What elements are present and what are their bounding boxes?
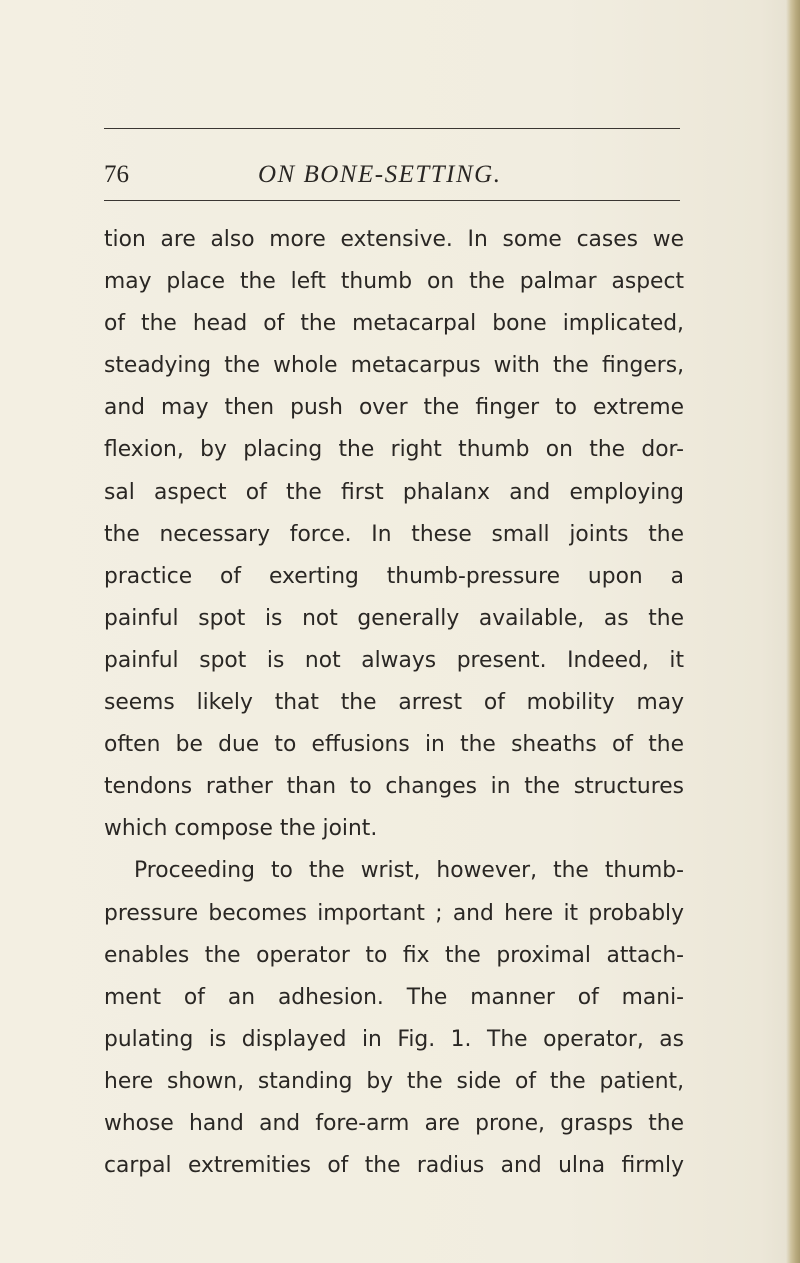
page-number: 76 [104, 161, 129, 188]
text-line: often be due to effusions in the sheaths of the [104, 732, 684, 758]
text-line: painful spot is not generally available, as the [104, 605, 684, 631]
text-line: tendons rather than to changes in the structures [104, 774, 684, 800]
text-line: may place the left thumb on the palmar aspect [104, 269, 684, 295]
text-line: ment of an adhesion. The manner of mani- [104, 984, 684, 1010]
text-line: and may then push over the finger to extreme [104, 395, 684, 421]
text-line: carpal extremities of the radius and ulna firmly [104, 1153, 684, 1179]
body-text [104, 219, 684, 1187]
top-rule [104, 128, 680, 129]
text-line: practice of exerting thumb-pressure upon a [104, 563, 684, 589]
text-line: painful spot is not always present. Indeed, it [104, 647, 684, 673]
text-line: the necessary force. In these small joints the [104, 521, 684, 547]
paragraph-first-line: Proceeding to the wrist, however, the thumb- [134, 858, 684, 884]
text-line: flexion, by placing the right thumb on the dor- [104, 437, 684, 463]
text-line: whose hand and fore-arm are prone, grasps the [104, 1110, 684, 1136]
text-line: pressure becomes important ; and here it probably [104, 900, 684, 926]
text-line: enables the operator to fix the proximal attach- [104, 942, 684, 968]
text-line: steadying the whole metacarpus with the fingers, [104, 353, 684, 379]
text-line: of the head of the metacarpal bone implicated, [104, 311, 684, 337]
text-line: here shown, standing by the side of the patient, [104, 1068, 684, 1094]
text-line: tion are also more extensive. In some cases we [104, 227, 684, 252]
text-line: pulating is displayed in Fig. 1. The operator, as [104, 1026, 684, 1052]
running-title: ON BONE-SETTING. [258, 161, 502, 188]
text-line: seems likely that the arrest of mobility may [104, 690, 684, 716]
page-edge-shadow [786, 0, 800, 1263]
paragraph-last-line: which compose the joint. [104, 816, 378, 842]
header-rule [104, 200, 680, 201]
text-line: sal aspect of the first phalanx and employing [104, 479, 684, 505]
